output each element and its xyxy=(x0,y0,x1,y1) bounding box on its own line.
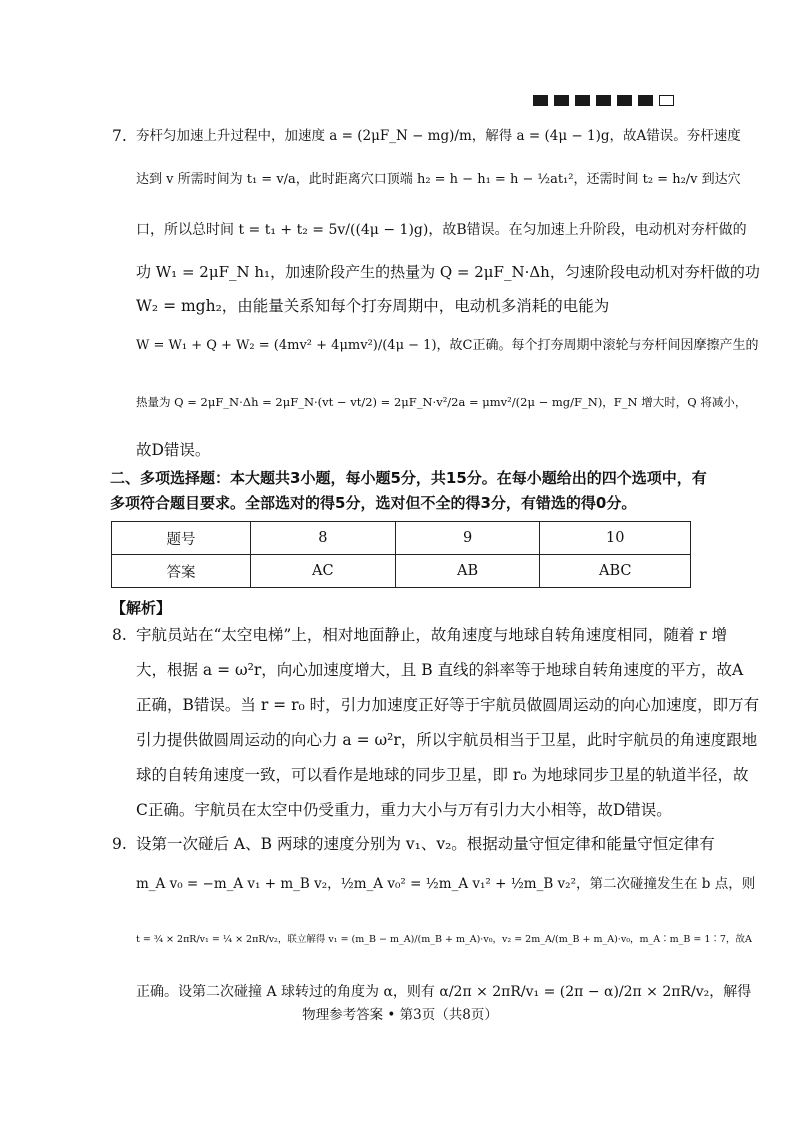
q9-line: 正确。设第二次碰撞 A 球转过的角度为 α，则有 α/2π × 2πR/v₁ = (2π − α)/2π × 2πR/v₂，解得 xyxy=(136,984,752,1000)
header-mark xyxy=(533,95,548,106)
answer-table-header-row xyxy=(112,522,691,555)
q7-line: W₂ = mgh₂，由能量关系知每个打夯周期中，电动机多消耗的电能为 xyxy=(136,297,610,315)
page-footer: 物理参考答案 • 第3页（共8页） xyxy=(302,1007,498,1023)
section2-heading: 多项符合题目要求。全部选对的得5分，选对但不全的得3分，有错选的得0分。 xyxy=(110,494,637,512)
q7-line: 口，所以总时间 t = t₁ + t₂ = 5v/((4μ − 1)g)，故B错误。在匀加速上升阶段，电动机对夯杆做的 xyxy=(136,222,747,238)
header-mark-hollow xyxy=(659,95,674,106)
table-cell: AC xyxy=(250,555,395,588)
q7-number: 7. xyxy=(112,127,127,145)
table-cell: 9 xyxy=(395,522,540,555)
header-mark xyxy=(554,95,569,106)
header-mark xyxy=(575,95,590,106)
q7-line: 达到 v 所需时间为 t₁ = v/a，此时距离穴口顶端 h₂ = h − h₁ = h − ½at₁²，还需时间 t₂ = h₂/v 到达穴 xyxy=(136,172,741,187)
table-cell: 答案 xyxy=(112,555,251,588)
q7-line: 夯杆匀加速上升过程中，加速度 a = (2μF_N − mg)/m，解得 a = (4μ − 1)g，故A错误。夯杆速度 xyxy=(136,128,741,144)
q7-line: W = W₁ + Q + W₂ = (4mv² + 4μmv²)/(4μ − 1)，故C正确。每个打夯周期中滚轮与夯杆间因摩擦产生的 xyxy=(136,338,759,353)
table-cell: 10 xyxy=(540,522,691,555)
q9-line: t = ¾ × 2πR/v₁ = ¼ × 2πR/v₂，联立解得 v₁ = (m_B − m_A)/(m_B + m_A)·v₀，v₂ = 2m_A/(m_B + m_A)·v₀，m_A∶m_B = 1∶7，故A xyxy=(136,934,752,945)
q8-line: C正确。宇航员在太空中仍受重力，重力大小与万有引力大小相等，故D错误。 xyxy=(136,801,672,819)
q8-line: 正确，B错误。当 r = r₀ 时，引力加速度正好等于宇航员做圆周运动的向心加速度，即万有 xyxy=(136,696,760,714)
header-mark xyxy=(638,95,653,106)
section2-heading: 二、多项选择题：本大题共3小题，每小题5分，共15分。在每小题给出的四个选项中，有 xyxy=(110,469,707,487)
q9-number: 9. xyxy=(112,835,127,853)
q7-line: 故D错误。 xyxy=(136,441,211,459)
page-header-marks xyxy=(533,95,674,106)
q8-number: 8. xyxy=(112,626,127,644)
table-cell: AB xyxy=(395,555,540,588)
q9-line: 设第一次碰后 A、B 两球的速度分别为 v₁、v₂。根据动量守恒定律和能量守恒定律有 xyxy=(136,835,715,853)
q8-line: 宇航员站在“太空电梯”上，相对地面静止，故角速度与地球自转角速度相同，随着 r 增 xyxy=(136,626,728,644)
table-cell: ABC xyxy=(540,555,691,588)
q8-line: 大，根据 a = ω²r，向心加速度增大，且 B 直线的斜率等于地球自转角速度的平方，故A xyxy=(136,661,744,679)
header-mark xyxy=(596,95,611,106)
table-cell: 8 xyxy=(250,522,395,555)
q7-line: 功 W₁ = 2μF_N h₁，加速阶段产生的热量为 Q = 2μF_N·Δh，匀速阶段电动机对夯杆做的功 xyxy=(136,263,760,281)
q8-line: 球的自转角速度一致，可以看作是地球的同步卫星，即 r₀ 为地球同步卫星的轨道半径，故 xyxy=(136,766,749,784)
header-mark xyxy=(617,95,632,106)
q9-line: m_A v₀ = −m_A v₁ + m_B v₂，½m_A v₀² = ½m_A v₁² + ½m_B v₂²，第二次碰撞发生在 b 点，则 xyxy=(136,876,756,892)
answer-table xyxy=(111,521,691,588)
analysis-label: 【解析】 xyxy=(111,599,172,617)
q8-line: 引力提供做圆周运动的向心力 a = ω²r，所以宇航员相当于卫星，此时宇航员的角速度跟地 xyxy=(136,731,758,749)
answer-table-row xyxy=(112,555,691,588)
table-cell: 题号 xyxy=(112,522,251,555)
q7-line: 热量为 Q = 2μF_N·Δh = 2μF_N·(vt − vt/2) = 2μF_N·v²/2a = μmv²/(2μ − mg/F_N)，F_N 增大时，Q 将减小， xyxy=(136,395,747,409)
